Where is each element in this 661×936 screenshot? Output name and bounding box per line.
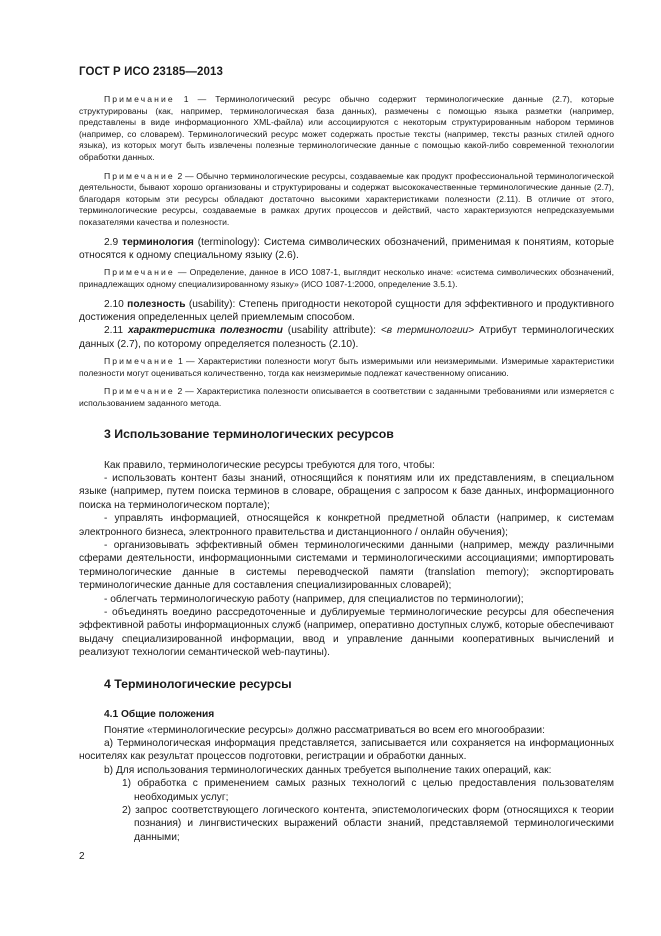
term-english: (usability attribute):: [282, 325, 381, 337]
term-definition: (terminology): Система символических обозначений, применимая к понятиям, которые относятся к одному специальному языку (2.6).: [79, 236, 614, 261]
note-label: Примечание: [104, 94, 175, 104]
list-item: - объединять воедино рассредоточенные и дублируемые терминологические ресурсы для обеспечения эффективной работы информационных служб (например, оперативно доступных служб, которые обеспечивают выдачу специализированной информации, ввод и управление данными кооперативных вычислений и реализуют технологии семантической web-паутины).: [79, 607, 614, 659]
section-3-heading: 3 Использование терминологических ресурсов: [104, 426, 394, 441]
list-item: - управлять информацией, относящейся к конкретной предметной области (например, к системам электронного бизнеса, электронного правительства и дистанционного / онлайн обучения);: [79, 513, 614, 538]
list-item: - облегчать терминологическую работу (например, для специалистов по терминологии);: [104, 593, 524, 605]
document-header: ГОСТ Р ИСО 23185—2013: [79, 66, 224, 78]
note-text: 2 — Обычно терминологические ресурсы, создаваемые как продукт профессиональной терминологической деятельности, бывают хорошо организованы и структурированы и содержат высококачественные терминологические данные (2.7), благодаря которым эти ресурсы обладают достаточно высокими характеристиками полезности (2.11). В отличие от этого, терминологические ресурсы, создаваемые в рамках других процессов и действий, часто характеризуются непредсказуемыми показателями качества и полезности.: [79, 170, 614, 227]
term-2-9: [79, 236, 614, 263]
note-4: [79, 356, 614, 379]
sub-list-item: 2) запрос соответствующего логического контента, эпистемологических форм (относящихся к теории познания) и лингвистических выражений области знаний, представляемой терминологическими данными;: [122, 805, 614, 843]
page-content: [79, 94, 614, 844]
note-2: [79, 171, 614, 229]
sub-list-item: 1) обработка с применением самых разных технологий с целью предоставления пользователям необходимых услуг;: [122, 778, 614, 803]
term-2-11: [79, 324, 614, 351]
section-4-heading: 4 Терминологические ресурсы: [104, 676, 292, 691]
list-item: - организовывать эффективный обмен терминологическими данными (например, между различными сферами деятельности, информационными системами и терминологическими ассоциациями; импортировать терминологические данные в системы переводческой памяти (translation memory); экспортировать терминологические данные для составления специализированных словарей);: [79, 539, 614, 592]
term-name: характеристика полезности: [127, 325, 283, 337]
note-label: Примечание: [104, 267, 175, 278]
note-text: 1 — Характеристики полезности могут быть измеримыми или неизмеримыми. Измеримые характеристики полезности могут оцениваться количественно, тогда как неизмеримые подлежат качественному описанию.: [79, 356, 614, 378]
term-2-10: [79, 298, 614, 325]
term-name: полезность: [127, 298, 186, 310]
term-number: 2.11: [104, 325, 124, 337]
note-label: Примечание: [104, 356, 175, 367]
list-item: b) Для использования терминологических данных требуется выполнение таких операций, как:: [104, 764, 552, 776]
note-text: 1 — Терминологический ресурс обычно содержит терминологические данные (2.7), которые структурированы (как, например, терминологическая база данных), размечены с помощью языка разметки (например, представлены в виде информационного XML-файла) или ассоциируются с некоторым структурированным набором терминов (например, со словарем). Терминологический ресурс может содержать простые тексты (например, тексты разных стилей одного языка), из которых могут быть извлечены полезные терминологические данные с помощью какой-либо современной технологии обработки данных.: [79, 94, 614, 162]
section-4-1-intro: Понятие «терминологические ресурсы» должно рассматриваться во всем его многообразии:: [104, 724, 545, 736]
note-label: Примечание: [104, 170, 175, 181]
note-3: [79, 267, 614, 290]
note-1: [79, 94, 614, 164]
term-number: 2.9: [104, 236, 119, 248]
term-name: терминология: [122, 236, 194, 248]
page-number: 2: [79, 851, 85, 862]
term-definition: (usability): Степень пригодности некоторой сущности для эффективного и продуктивного достижения определенных целей приемлемым способом.: [79, 298, 614, 323]
note-label: Примечание: [104, 386, 175, 397]
note-text: — Определение, данное в ИСО 1087-1, выглядит несколько иначе: «система символических обозначений, принадлежащих одному специализированному языку» (ИСО 1087-1:2000, определение 3.5.1).: [79, 267, 614, 289]
term-definition: Атрибут терминологических данных (2.7), по которому определяется полезность (2.10).: [79, 325, 614, 350]
note-5: [79, 386, 614, 409]
note-text: 2 — Характеристика полезности описывается в соответствии с заданными требованиями или измеряется с использованием заданного метода.: [79, 386, 614, 408]
list-item: - использовать контент базы знаний, относящийся к понятиям или их представлениям, в специальном языке (например, путем поиска терминов в словаре, обращения с запросом к базе данных, информационного поиска на терминологическом портале);: [79, 472, 614, 511]
term-domain: <в терминологии>: [380, 325, 475, 337]
section-4-1-heading: 4.1 Общие положения: [104, 708, 215, 720]
term-number: 2.10: [104, 298, 124, 310]
list-item: a) Терминологическая информация представляется, записывается или сохраняется на информационных носителях как результат процессов подготовки, регистрации и обработки данных.: [79, 738, 614, 763]
section-3-intro: Как правило, терминологические ресурсы требуются для того, чтобы:: [104, 459, 435, 471]
